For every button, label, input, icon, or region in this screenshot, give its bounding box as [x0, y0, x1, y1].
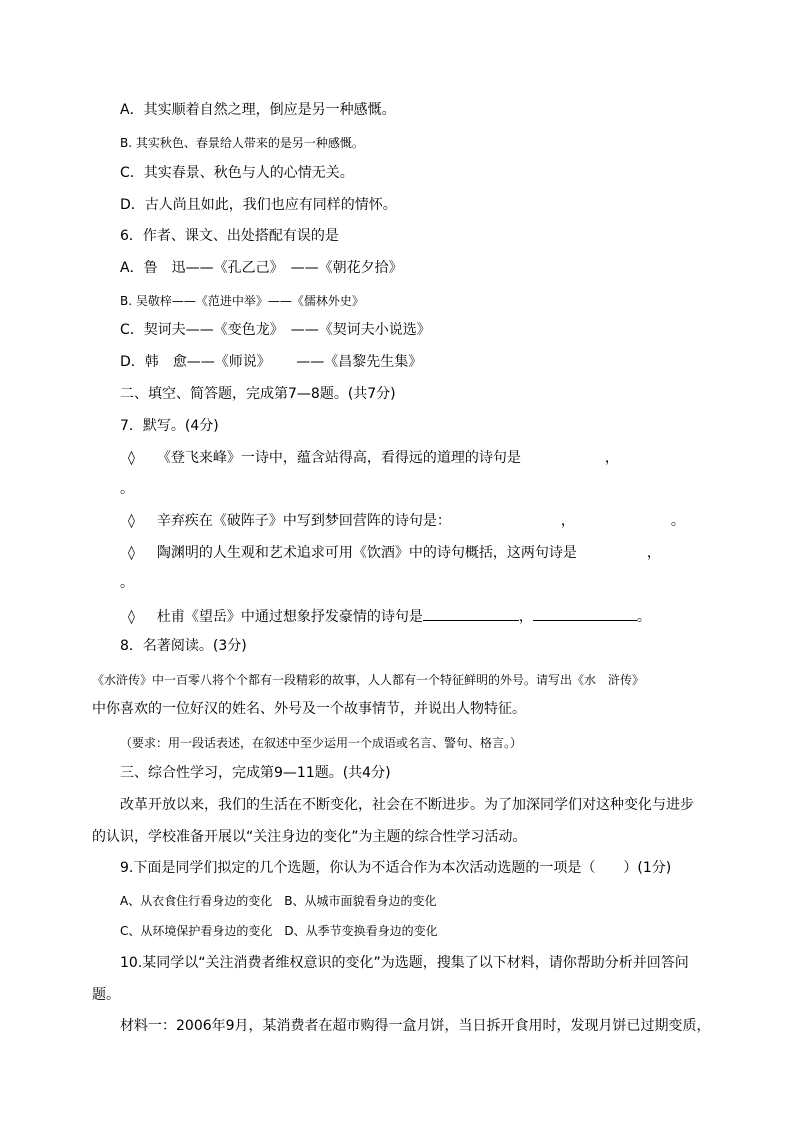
q10-stem-line1: 10.某同学以“关注消费者维权意识的变化”为选题，搜集了以下材料，请你帮助分析并回答问	[120, 955, 689, 971]
q5-option-d: D．古人尚且如此，我们也应有同样的情怀。	[120, 197, 397, 213]
q9-stem: 9.下面是同学们拟定的几个选题，你认为不适合作为本次活动选题的一项是（ ）(1分)	[120, 860, 672, 876]
q6-option-b: B. 吴敬梓——《范进中举》——《儒林外史》	[120, 294, 364, 308]
answer-blank[interactable]	[423, 606, 519, 621]
q7-item1-text: 《登飞来峰》一诗中，蕴含站得高，看得远的道理的诗句是	[156, 450, 521, 466]
q5-option-b: B. 其实秋色、春景给人带来的是另一种感慨。	[120, 136, 364, 150]
q10-material1: 材料一：2006年9月，某消费者在超市购得一盒月饼，当日拆开食用时，发现月饼已过期变质，	[120, 1018, 711, 1034]
section3-title: 三、综合性学习，完成第9—11题。(共4分)	[120, 765, 391, 781]
q9-options-row1: A、从衣食住行看身边的变化 B、从城市面貌看身边的变化	[120, 894, 437, 908]
q8-line1: 《水浒传》中一百零八将个个都有一段精彩的故事，人人都有一个特征鲜明的外号。请写出《水 浒传》	[92, 673, 645, 687]
answer-blank[interactable]	[533, 606, 637, 621]
q7-item4: ◊ 杜甫《望岳》中通过想象抒发豪情的诗句是 ， 。	[128, 606, 651, 626]
bullet-icon: ◊	[128, 513, 135, 529]
q7-item3-end: 。	[120, 575, 134, 591]
q6-option-c: C．契诃夫——《变色龙》 ——《契诃夫小说选》	[120, 322, 431, 338]
q7-item2: ◊ 辛弃疾在《破阵子》中写到梦回营阵的诗句是： ， 。	[128, 513, 685, 529]
q7-title: 7．默写。(4分)	[120, 418, 219, 434]
q9-options-row2: C、从环境保护看身边的变化 D、从季节变换看身边的变化	[120, 924, 438, 938]
q6-option-d: D．韩 愈——《师说》 ——《昌黎先生集》	[120, 354, 423, 370]
answer-blank[interactable]	[577, 543, 647, 557]
section2-title: 二、填空、简答题，完成第7—8题。(共7分)	[120, 386, 396, 402]
answer-blank[interactable]	[521, 448, 605, 462]
q7-item3: ◊ 陶渊明的人生观和艺术追求可用《饮酒》中的诗句概括，这两句诗是 ，	[128, 545, 661, 561]
q6-option-a: A．鲁 迅——《孔乙己》 ——《朝花夕拾》	[120, 260, 403, 276]
q10-stem-line2: 题。	[92, 987, 120, 1003]
answer-blank[interactable]	[451, 511, 561, 525]
section3-intro-line2: 的认识，学校准备开展以“关注身边的变化”为主题的综合性学习活动。	[92, 829, 527, 845]
q8-requirement: （要求：用一段话表述，在叙述中至少运用一个成语或名言、警句、格言。）	[120, 736, 523, 750]
q7-item4-text: 杜甫《望岳》中通过想象抒发豪情的诗句是	[156, 609, 423, 625]
q5-option-a: A．其实顺着自然之理，倒应是另一种感慨。	[120, 102, 396, 118]
q7-item1: ◊ 《登飞来峰》一诗中，蕴含站得高，看得远的道理的诗句是 ，	[128, 450, 619, 466]
q7-item1-end: 。	[120, 481, 134, 497]
bullet-icon: ◊	[128, 609, 135, 625]
q7-item3-text: 陶渊明的人生观和艺术追求可用《饮酒》中的诗句概括，这两句诗是	[156, 545, 577, 561]
q8-title: 8．名著阅读。(3分)	[120, 638, 247, 654]
q7-item2-text: 辛弃疾在《破阵子》中写到梦回营阵的诗句是：	[156, 513, 451, 529]
q8-line2: 中你喜欢的一位好汉的姓名、外号及一个故事情节，并说出人物特征。	[92, 701, 526, 717]
q5-option-c: C．其实春景、秋色与人的心情无关。	[120, 165, 354, 181]
bullet-icon: ◊	[128, 450, 135, 466]
q6-stem: 6．作者、课文、出处搭配有误的是	[120, 228, 339, 244]
bullet-icon: ◊	[128, 545, 135, 561]
answer-blank[interactable]	[575, 511, 671, 525]
section3-intro-line1: 改革开放以来，我们的生活在不断变化，社会在不断进步。为了加深同学们对这种变化与进步	[120, 797, 694, 813]
